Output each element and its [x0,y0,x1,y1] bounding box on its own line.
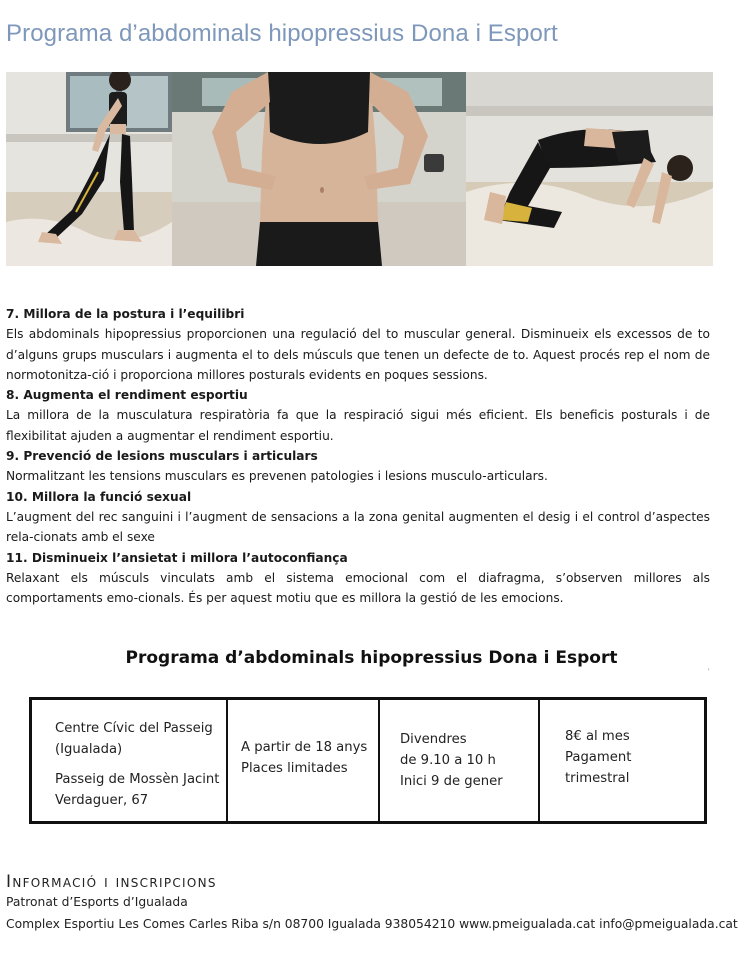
woman-abdomen-hands-on-hips-photo [172,72,466,266]
schedule-line: Inici 9 de gener [400,774,503,789]
section-paragraph: Relaxant els músculs vinculats amb el sistema emocional com el diafragma, s’observen millores als comportaments emo-cionals. És per aquest motiu que es millora la gestió de les emocions. [6,570,710,606]
schedule-line: Divendres [400,732,467,747]
section-heading: 8. Augmenta el rendiment esportiu [6,388,248,403]
section-paragraph: Normalitzant les tensions musculars es prevenen patologies i lesions musculo-articulars. [6,469,548,484]
price-line: Pagament [565,750,632,765]
dot-mark: ' [708,668,710,675]
section-heading: 9. Prevenció de lesions musculars i articulars [6,449,318,464]
location-line: (Igualada) [55,742,123,757]
location-line: Centre Cívic del Passeig [55,721,213,736]
audience-line: A partir de 18 anys [241,740,368,755]
location-cell [32,700,228,821]
benefits-text [6,304,710,608]
organizer-line: Patronat d’Esports d’Igualada [6,895,188,909]
price-cell [540,700,704,821]
schedule-cell [380,700,540,821]
page-title: Programa d’abdominals hipopressius Dona i Esport [6,20,558,47]
program-info-table [29,697,707,824]
section-paragraph: L’augment del rec sanguini i l’augment de sensacions a la zona genital augmenten el desig i el control d’aspectes rela-cionats amb el sexe [6,509,710,545]
audience-line: Places limitades [241,761,348,776]
audience-cell [228,700,380,821]
address-line: Passeig de Mossèn Jacint [55,772,220,787]
contact-line: Complex Esportiu Les Comes Carles Riba s/n 08700 Igualada 938054210 www.pmeigualada.cat info@pmeigualada.cat [6,917,738,931]
woman-lunge-stretch-photo [6,72,172,266]
section-heading: 7. Millora de la postura i l’equilibri [6,307,245,321]
section-heading: 11. Disminueix l’ansietat i millora l’autoconfiança [6,550,348,565]
section-paragraph: La millora de la musculatura respiratòria fa que la respiració sigui més eficient. Els beneficis posturals i de flexibilitat ajuden a augmentar el rendiment esportiu. [6,408,710,443]
schedule-line: de 9.10 a 10 h [400,753,496,768]
address-line: Verdaguer, 67 [55,793,149,808]
section-heading: 10. Millora la funció sexual [6,489,192,504]
woman-kneeling-cat-pose-photo [466,72,713,266]
price-line: trimestral [565,771,630,786]
info-heading: Informació i inscripcions [6,872,217,892]
price-line: 8€ al mes [565,729,630,744]
section-paragraph: Els abdominals hipopressius proporcionen una regulació del to muscular general. Disminueix els excessos de to d’alguns grups musculars i augmenta el to dels músculs que tenen un defecte de to. Aquest procés rep el nom de normotonitza-ció i proporciona millores posturals evidents en poques sessions. [6,327,710,382]
program-title: Programa d’abdominals hipopressius Dona i Esport [125,648,618,668]
